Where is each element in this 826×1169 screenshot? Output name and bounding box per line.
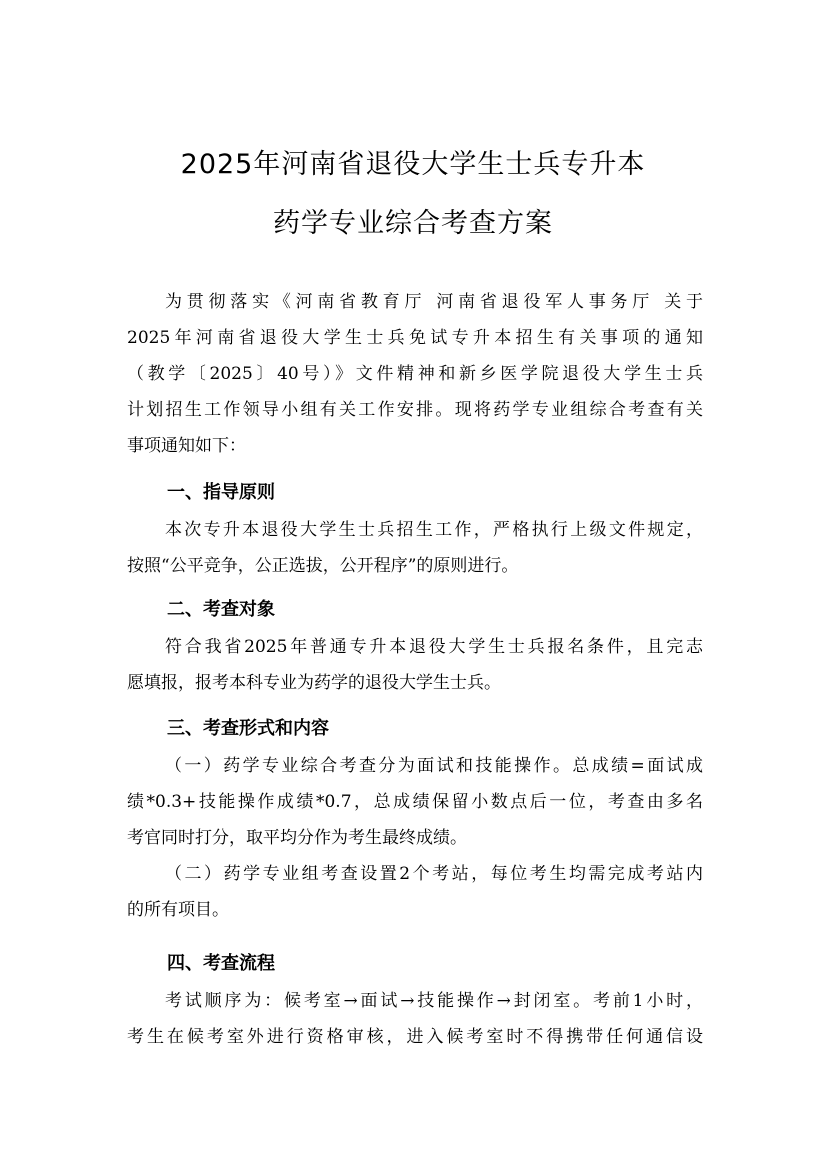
paragraph-line: （教学〔2025〕40号）》文件精神和新乡医学院退役大学生士兵 (127, 364, 703, 384)
paragraph-line: 事项通知如下： (127, 436, 246, 456)
paragraph-line: 绩*0.3+技能操作成绩*0.7，总成绩保留小数点后一位，考查由多名 (127, 792, 703, 812)
paragraph-line: 计划招生工作领导小组有关工作安排。现将药学专业组综合考查有关 (127, 400, 703, 420)
section-exam-process (127, 945, 703, 1055)
section-heading: 三、考查形式和内容 (167, 718, 329, 739)
section-heading: 一、指导原则 (167, 482, 275, 503)
paragraph-line: 2025年河南省退役大学生士兵免试专升本招生有关事项的通知 (127, 328, 703, 348)
paragraph-line: 符合我省2025年普通专升本退役大学生士兵报名条件，且完志 (165, 637, 703, 657)
section-exam-target (127, 591, 703, 701)
document-title-line-1: 2025年河南省退役大学生士兵专升本 (180, 149, 646, 180)
section-exam-form-content (127, 710, 703, 928)
paragraph-line: （二）药学专业组考查设置2个考站，每位考生均需完成考站内 (165, 864, 703, 884)
paragraph-line: 考生在候考室外进行资格审核，进入候考室时不得携带任何通信设 (127, 1027, 703, 1047)
paragraph-line: 考试顺序为：候考室→面试→技能操作→封闭室。考前1小时， (165, 991, 703, 1011)
section-heading: 四、考查流程 (167, 953, 275, 974)
paragraph-line: （一）药学专业综合考查分为面试和技能操作。总成绩=面试成 (165, 756, 703, 776)
section-guiding-principles (127, 474, 703, 584)
document-title-line-2: 药学专业综合考查方案 (273, 208, 553, 239)
paragraph-line: 愿填报，报考本科专业为药学的退役大学生士兵。 (127, 673, 501, 693)
paragraph-line: 本次专升本退役大学生士兵招生工作，严格执行上级文件规定， (165, 520, 703, 540)
paragraph-line: 的所有项目。 (127, 900, 229, 920)
paragraph-line: 为贯彻落实《河南省教育厅 河南省退役军人事务厅 关于 (165, 292, 703, 312)
intro-paragraph (127, 284, 703, 464)
section-heading: 二、考查对象 (167, 599, 275, 620)
paragraph-line: 按照“公平竞争，公正选拔，公开程序”的原则进行。 (127, 556, 519, 576)
paragraph-line: 考官同时打分，取平均分作为考生最终成绩。 (127, 828, 467, 848)
